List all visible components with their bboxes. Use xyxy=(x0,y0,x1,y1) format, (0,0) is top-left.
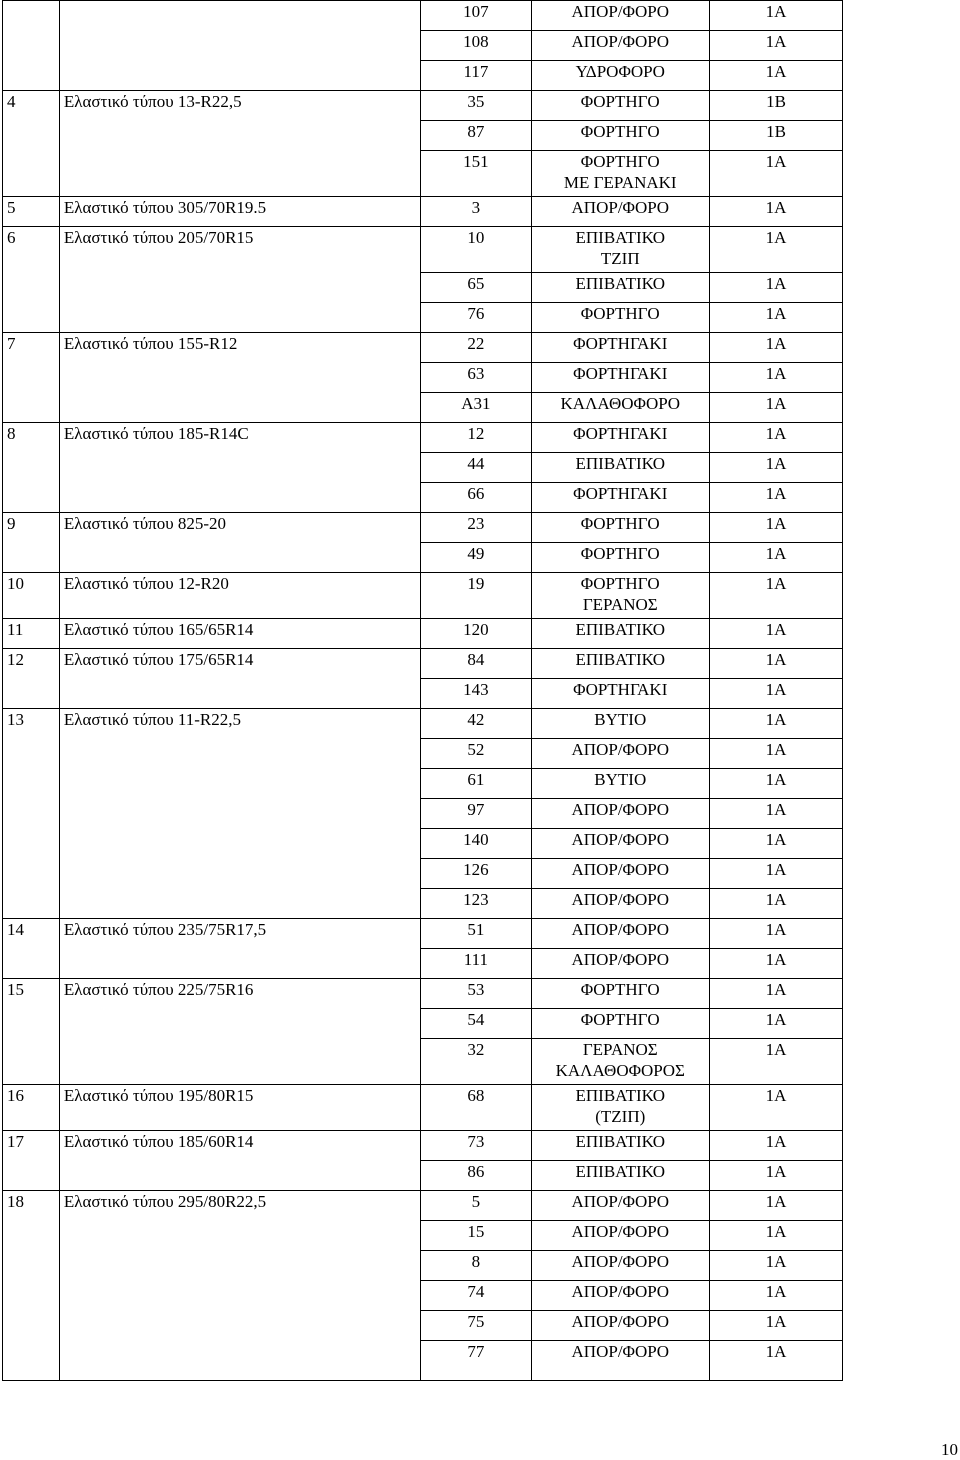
item-number: 8 xyxy=(3,423,60,513)
category: 1Α xyxy=(709,1191,842,1221)
vehicle-type: ΕΠΙΒΑΤΙΚΟ xyxy=(531,1131,709,1161)
vehicle-id: 10 xyxy=(421,227,531,273)
vehicle-id: 117 xyxy=(421,61,531,91)
vehicle-id: 86 xyxy=(421,1161,531,1191)
category: 1Α xyxy=(709,1341,842,1381)
category: 1Β xyxy=(709,91,842,121)
vehicle-id: 51 xyxy=(421,919,531,949)
vehicle-id: 8 xyxy=(421,1251,531,1281)
item-number xyxy=(3,1,60,91)
table-row xyxy=(3,1131,843,1161)
vehicle-type: ΦΟΡΤΗΓΟ ΓΕΡΑΝΟΣ xyxy=(531,573,709,619)
vehicle-type: ΕΠΙΒΑΤΙΚΟ xyxy=(531,1161,709,1191)
vehicle-id: 87 xyxy=(421,121,531,151)
vehicle-id: 3 xyxy=(421,197,531,227)
vehicle-type: ΕΠΙΒΑΤΙΚΟ xyxy=(531,649,709,679)
category: 1Α xyxy=(709,227,842,273)
vehicle-type: ΒΥΤΙΟ xyxy=(531,769,709,799)
vehicle-id: 63 xyxy=(421,363,531,393)
category: 1Α xyxy=(709,573,842,619)
table-row xyxy=(3,573,843,619)
table-row xyxy=(3,423,843,453)
vehicle-type: ΦΟΡΤΗΓΟ xyxy=(531,1009,709,1039)
vehicle-type: ΑΠΟΡ/ΦΟΡΟ xyxy=(531,889,709,919)
vehicle-id: 84 xyxy=(421,649,531,679)
vehicle-id: 23 xyxy=(421,513,531,543)
vehicle-id: 61 xyxy=(421,769,531,799)
vehicle-type: ΑΠΟΡ/ΦΟΡΟ xyxy=(531,799,709,829)
vehicle-type: ΦΟΡΤΗΓΟ xyxy=(531,121,709,151)
table-row xyxy=(3,333,843,363)
item-number: 14 xyxy=(3,919,60,979)
tire-description: Ελαστικό τύπου 195/80R15 xyxy=(59,1085,420,1131)
vehicle-type: ΕΠΙΒΑΤΙΚΟ xyxy=(531,273,709,303)
category: 1Α xyxy=(709,1,842,31)
vehicle-id: 66 xyxy=(421,483,531,513)
category: 1Α xyxy=(709,1221,842,1251)
vehicle-id: 123 xyxy=(421,889,531,919)
vehicle-type: ΑΠΟΡ/ΦΟΡΟ xyxy=(531,829,709,859)
vehicle-id: 97 xyxy=(421,799,531,829)
tire-description: Ελαστικό τύπου 165/65R14 xyxy=(59,619,420,649)
item-number: 18 xyxy=(3,1191,60,1381)
vehicle-id: 22 xyxy=(421,333,531,363)
vehicle-id: 42 xyxy=(421,709,531,739)
category: 1Α xyxy=(709,889,842,919)
vehicle-id: 76 xyxy=(421,303,531,333)
vehicle-type: ΑΠΟΡ/ΦΟΡΟ xyxy=(531,949,709,979)
tire-description: Ελαστικό τύπου 155-R12 xyxy=(59,333,420,423)
vehicle-id: 74 xyxy=(421,1281,531,1311)
item-number: 17 xyxy=(3,1131,60,1191)
vehicle-type: ΕΠΙΒΑΤΙΚΟ ΤΖΙΠ xyxy=(531,227,709,273)
vehicle-type: ΦΟΡΤΗΓΑΚΙ xyxy=(531,333,709,363)
vehicle-type: ΥΔΡΟΦΟΡΟ xyxy=(531,61,709,91)
category: 1Α xyxy=(709,1131,842,1161)
category: 1Α xyxy=(709,393,842,423)
tire-description: Ελαστικό τύπου 225/75R16 xyxy=(59,979,420,1085)
vehicle-id: 77 xyxy=(421,1341,531,1381)
vehicle-id: 120 xyxy=(421,619,531,649)
item-number: 15 xyxy=(3,979,60,1085)
vehicle-id: 5 xyxy=(421,1191,531,1221)
vehicle-type: ΑΠΟΡ/ΦΟΡΟ xyxy=(531,859,709,889)
vehicle-type: ΑΠΟΡ/ΦΟΡΟ xyxy=(531,197,709,227)
tire-description: Ελαστικό τύπου 11-R22,5 xyxy=(59,709,420,919)
vehicle-id: 126 xyxy=(421,859,531,889)
tire-description: Ελαστικό τύπου 185/60R14 xyxy=(59,1131,420,1191)
vehicle-type: ΕΠΙΒΑΤΙΚΟ xyxy=(531,453,709,483)
vehicle-id: 140 xyxy=(421,829,531,859)
item-number: 4 xyxy=(3,91,60,197)
vehicle-type: ΑΠΟΡ/ΦΟΡΟ xyxy=(531,919,709,949)
vehicle-id: 107 xyxy=(421,1,531,31)
category: 1Α xyxy=(709,61,842,91)
category: 1Α xyxy=(709,739,842,769)
vehicle-id: 12 xyxy=(421,423,531,453)
item-number: 13 xyxy=(3,709,60,919)
category: 1Α xyxy=(709,513,842,543)
category: 1Α xyxy=(709,151,842,197)
vehicle-type: ΦΟΡΤΗΓΟ ΜΕ ΓΕΡΑΝΑΚΙ xyxy=(531,151,709,197)
vehicle-id: 108 xyxy=(421,31,531,61)
tire-description xyxy=(59,1,420,91)
category: 1Α xyxy=(709,483,842,513)
item-number: 16 xyxy=(3,1085,60,1131)
vehicle-id: 65 xyxy=(421,273,531,303)
category: 1Α xyxy=(709,979,842,1009)
tire-description: Ελαστικό τύπου 13-R22,5 xyxy=(59,91,420,197)
vehicle-id: 49 xyxy=(421,543,531,573)
vehicle-type: ΑΠΟΡ/ΦΟΡΟ xyxy=(531,1341,709,1381)
category: 1Α xyxy=(709,1251,842,1281)
vehicle-type: ΦΟΡΤΗΓΑΚΙ xyxy=(531,363,709,393)
vehicle-type: ΑΠΟΡ/ΦΟΡΟ xyxy=(531,31,709,61)
vehicle-id: Α31 xyxy=(421,393,531,423)
category: 1Α xyxy=(709,197,842,227)
category: 1Α xyxy=(709,619,842,649)
category: 1Α xyxy=(709,363,842,393)
vehicle-type: ΓΕΡΑΝΟΣ ΚΑΛΑΘΟΦΟΡΟΣ xyxy=(531,1039,709,1085)
vehicle-id: 151 xyxy=(421,151,531,197)
table-row xyxy=(3,649,843,679)
category: 1Α xyxy=(709,859,842,889)
tire-description: Ελαστικό τύπου 235/75R17,5 xyxy=(59,919,420,979)
category: 1Α xyxy=(709,799,842,829)
tire-allocation-table xyxy=(2,0,843,1381)
vehicle-type: ΒΥΤΙΟ xyxy=(531,709,709,739)
vehicle-id: 68 xyxy=(421,1085,531,1131)
category: 1Α xyxy=(709,949,842,979)
table-row xyxy=(3,91,843,121)
category: 1Α xyxy=(709,679,842,709)
vehicle-type: ΦΟΡΤΗΓΑΚΙ xyxy=(531,679,709,709)
item-number: 6 xyxy=(3,227,60,333)
category: 1Α xyxy=(709,1281,842,1311)
item-number: 12 xyxy=(3,649,60,709)
vehicle-type: ΦΟΡΤΗΓΟ xyxy=(531,543,709,573)
category: 1Α xyxy=(709,649,842,679)
vehicle-type: ΦΟΡΤΗΓΟ xyxy=(531,513,709,543)
item-number: 11 xyxy=(3,619,60,649)
table-row xyxy=(3,1085,843,1131)
tire-description: Ελαστικό τύπου 175/65R14 xyxy=(59,649,420,709)
vehicle-id: 143 xyxy=(421,679,531,709)
vehicle-type: ΦΟΡΤΗΓΑΚΙ xyxy=(531,423,709,453)
vehicle-type: ΑΠΟΡ/ΦΟΡΟ xyxy=(531,1251,709,1281)
category: 1Α xyxy=(709,333,842,363)
vehicle-type: ΦΟΡΤΗΓΟ xyxy=(531,979,709,1009)
table-row xyxy=(3,619,843,649)
vehicle-type: ΦΟΡΤΗΓΑΚΙ xyxy=(531,483,709,513)
vehicle-id: 54 xyxy=(421,1009,531,1039)
category: 1Α xyxy=(709,1039,842,1085)
vehicle-type: ΑΠΟΡ/ΦΟΡΟ xyxy=(531,1221,709,1251)
table-row xyxy=(3,1,843,31)
category: 1Α xyxy=(709,303,842,333)
vehicle-type: ΦΟΡΤΗΓΟ xyxy=(531,91,709,121)
vehicle-type: ΑΠΟΡ/ΦΟΡΟ xyxy=(531,1281,709,1311)
vehicle-type: ΕΠΙΒΑΤΙΚΟ xyxy=(531,619,709,649)
table-row xyxy=(3,197,843,227)
category: 1Α xyxy=(709,453,842,483)
table-row xyxy=(3,979,843,1009)
item-number: 7 xyxy=(3,333,60,423)
table-row xyxy=(3,513,843,543)
tire-description: Ελαστικό τύπου 12-R20 xyxy=(59,573,420,619)
category: 1Α xyxy=(709,919,842,949)
category: 1Α xyxy=(709,829,842,859)
table-body xyxy=(3,1,843,1381)
vehicle-id: 32 xyxy=(421,1039,531,1085)
category: 1Α xyxy=(709,1311,842,1341)
page-number: 10 xyxy=(941,1440,958,1459)
tire-description: Ελαστικό τύπου 185-R14C xyxy=(59,423,420,513)
category: 1Α xyxy=(709,709,842,739)
vehicle-type: ΦΟΡΤΗΓΟ xyxy=(531,303,709,333)
vehicle-type: ΕΠΙΒΑΤΙΚΟ (ΤΖΙΠ) xyxy=(531,1085,709,1131)
vehicle-id: 111 xyxy=(421,949,531,979)
category: 1Α xyxy=(709,543,842,573)
table-row xyxy=(3,227,843,273)
vehicle-type: ΑΠΟΡ/ΦΟΡΟ xyxy=(531,1,709,31)
vehicle-type: ΚΑΛΑΘΟΦΟΡΟ xyxy=(531,393,709,423)
tire-description: Ελαστικό τύπου 295/80R22,5 xyxy=(59,1191,420,1381)
tire-description: Ελαστικό τύπου 305/70R19.5 xyxy=(59,197,420,227)
vehicle-id: 15 xyxy=(421,1221,531,1251)
category: 1Α xyxy=(709,1085,842,1131)
category: 1Β xyxy=(709,121,842,151)
table-row xyxy=(3,1191,843,1221)
vehicle-id: 35 xyxy=(421,91,531,121)
item-number: 10 xyxy=(3,573,60,619)
table-row xyxy=(3,709,843,739)
category: 1Α xyxy=(709,273,842,303)
tire-description: Ελαστικό τύπου 205/70R15 xyxy=(59,227,420,333)
item-number: 5 xyxy=(3,197,60,227)
category: 1Α xyxy=(709,1009,842,1039)
category: 1Α xyxy=(709,1161,842,1191)
vehicle-type: ΑΠΟΡ/ΦΟΡΟ xyxy=(531,739,709,769)
category: 1Α xyxy=(709,769,842,799)
table-row xyxy=(3,919,843,949)
vehicle-id: 53 xyxy=(421,979,531,1009)
item-number: 9 xyxy=(3,513,60,573)
category: 1Α xyxy=(709,31,842,61)
vehicle-id: 52 xyxy=(421,739,531,769)
tire-description: Ελαστικό τύπου 825-20 xyxy=(59,513,420,573)
category: 1Α xyxy=(709,423,842,453)
vehicle-id: 19 xyxy=(421,573,531,619)
vehicle-type: ΑΠΟΡ/ΦΟΡΟ xyxy=(531,1191,709,1221)
vehicle-type: ΑΠΟΡ/ΦΟΡΟ xyxy=(531,1311,709,1341)
vehicle-id: 75 xyxy=(421,1311,531,1341)
vehicle-id: 73 xyxy=(421,1131,531,1161)
vehicle-id: 44 xyxy=(421,453,531,483)
